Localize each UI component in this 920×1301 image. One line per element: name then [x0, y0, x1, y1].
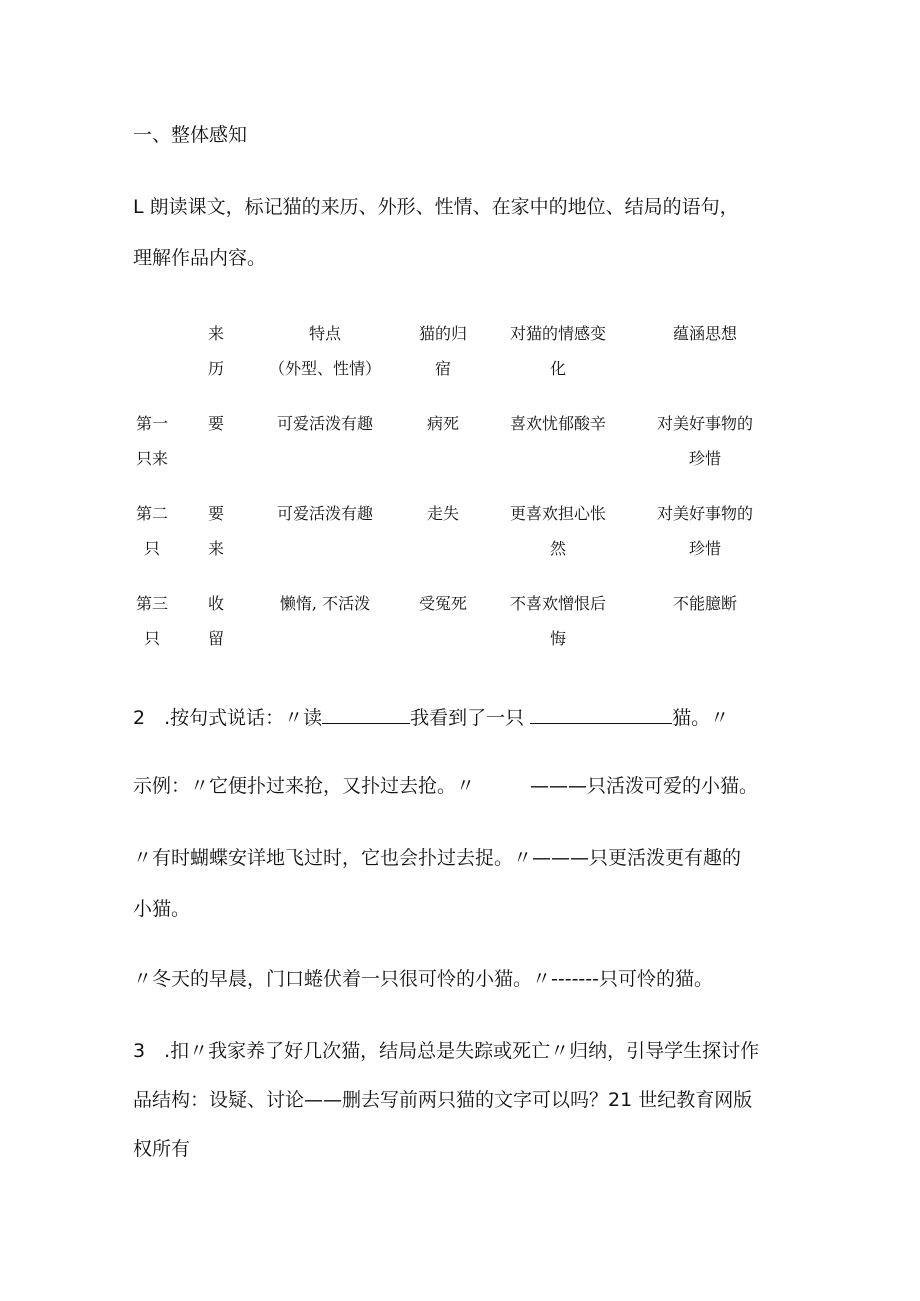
row-1-cell-1: 要 — [207, 414, 224, 433]
item2-line — [133, 703, 729, 730]
header-cell-3-line-2: 宿 — [434, 359, 451, 378]
row-1-cell-4: 喜欢忧郁酸辛 — [509, 414, 606, 433]
row-1-cell-5-line-2: 珍惜 — [688, 449, 721, 468]
row-1-cell-5-line-1: 对美好事物的 — [656, 414, 753, 433]
blank-1[interactable] — [322, 722, 410, 724]
header-cell-3-line-1: 猫的归 — [418, 324, 467, 343]
row-1-cell-0-line-1: 第一 — [135, 414, 168, 433]
row-2-cell-1-line-2: 来 — [207, 539, 224, 558]
row-3-cell-1-line-2: 留 — [207, 629, 224, 648]
row-1-cell-0-line-2: 只来 — [135, 449, 168, 468]
row-2-cell-4-line-1: 更喜欢担心怅 — [509, 504, 606, 523]
example2-line1: 〃有时蝴蝶安详地飞过时，它也会扑过去捉。〃———只更活泼更有趣的 — [133, 847, 742, 869]
header-cell-1-line-2: 历 — [207, 359, 224, 378]
item2-suffix: 猫。〃 — [672, 707, 730, 729]
section-heading: 一、整体感知 — [133, 124, 248, 146]
item1-line1: L 朗读课文，标记猫的来历、外形、性情、在家中的地位、结局的语句， — [133, 196, 739, 218]
item3-line2: 品结构：设疑、讨论——删去写前两只猫的文字可以吗？21 世纪教育网版 — [133, 1089, 753, 1111]
example1-answer: ———只活泼可爱的小猫。 — [530, 775, 759, 797]
example1-quote: 示例：〃它便扑过来抢，又扑过去抢。〃 — [133, 775, 476, 797]
row-3-cell-3: 受冤死 — [418, 594, 467, 613]
row-3-cell-4-line-1: 不喜欢憎恨后 — [509, 594, 606, 613]
blank-2[interactable] — [530, 722, 672, 724]
header-cell-2-line-1: 特点 — [308, 324, 341, 343]
header-cell-4-line-1: 对猫的情感变 — [509, 324, 606, 343]
row-2-cell-1-line-1: 要 — [207, 504, 224, 523]
row-1-cell-2: 可爱活泼有趣 — [276, 414, 373, 433]
header-cell-5: 蕴涵思想 — [672, 324, 737, 343]
row-3-cell-4-line-2: 悔 — [549, 629, 566, 648]
header-cell-1-line-1: 来 — [207, 324, 224, 343]
row-2-cell-4-line-2: 然 — [549, 539, 566, 558]
row-2-cell-2: 可爱活泼有趣 — [276, 504, 373, 523]
item2-middle: 我看到了一只 — [410, 707, 525, 729]
item1-line2: 理解作品内容。 — [133, 247, 267, 269]
row-2-cell-0-line-1: 第二 — [135, 504, 168, 523]
row-2-cell-5-line-2: 珍惜 — [688, 539, 721, 558]
item3-line1: 3 .扣〃我家养了好几次猫，结局总是失踪或死亡〃归纳，引导学生探讨作 — [133, 1040, 760, 1062]
row-3-cell-5: 不能臆断 — [672, 594, 737, 613]
row-2-cell-0-line-2: 只 — [143, 539, 160, 558]
item3-line3: 权所有 — [133, 1138, 191, 1160]
row-3-cell-0-line-2: 只 — [143, 629, 160, 648]
row-2-cell-5-line-1: 对美好事物的 — [656, 504, 753, 523]
item2-prefix: 2 .按句式说话：〃读 — [133, 707, 323, 729]
header-cell-4-line-2: 化 — [549, 359, 566, 378]
row-2-cell-3: 走失 — [426, 504, 459, 523]
example2-line2: 小猫。 — [133, 898, 191, 920]
row-3-cell-2: 懒惰, 不活泼 — [279, 594, 371, 613]
example3: 〃冬天的早晨，门口蜷伏着一只很可怜的小猫。〃-------只可怜的猫。 — [133, 968, 713, 990]
header-cell-2-line-2: （外型、性情） — [268, 359, 381, 378]
row-1-cell-3: 病死 — [426, 414, 459, 433]
row-3-cell-1-line-1: 收 — [207, 594, 224, 613]
row-3-cell-0-line-1: 第三 — [135, 594, 168, 613]
